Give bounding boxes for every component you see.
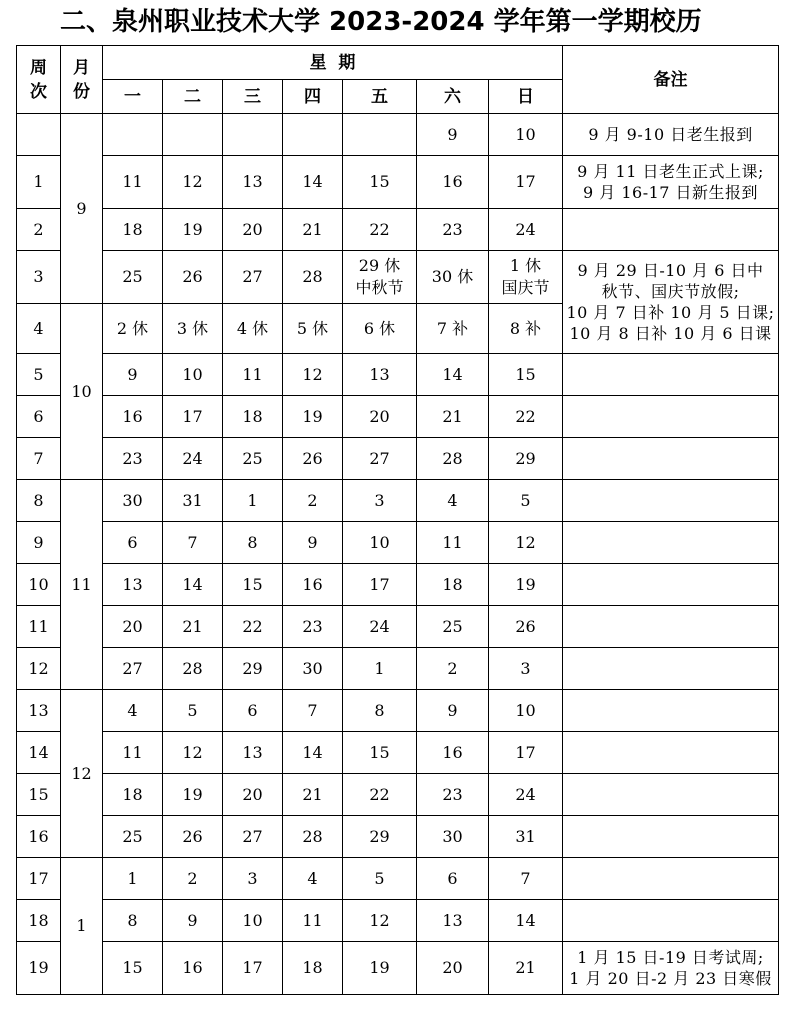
day-cell-line: 29 休 (358, 256, 401, 275)
remark-cell (563, 209, 779, 251)
table-row (17, 816, 779, 858)
day-cell: 19 (163, 774, 223, 816)
day-cell: 23 (283, 606, 343, 648)
day-cell: 7 (489, 858, 563, 900)
day-cell: 27 (223, 251, 283, 304)
day-cell: 29 (489, 438, 563, 480)
day-cell: 4 休 (223, 304, 283, 354)
day-cell: 28 (417, 438, 489, 480)
table-row (17, 251, 779, 304)
day-cell: 14 (417, 354, 489, 396)
week-number: 15 (17, 774, 61, 816)
remark-cell (563, 480, 779, 522)
day-cell: 26 (163, 816, 223, 858)
day-cell: 2 (417, 648, 489, 690)
day-cell: 11 (283, 900, 343, 942)
day-cell: 30 (417, 816, 489, 858)
table-row (17, 396, 779, 438)
remark-cell (563, 774, 779, 816)
day-cell: 28 (283, 816, 343, 858)
day-cell: 8 (343, 690, 417, 732)
table-row (17, 648, 779, 690)
day-cell: 28 (163, 648, 223, 690)
day-cell: 12 (489, 522, 563, 564)
day-cell-line: 中秋节 (355, 278, 404, 297)
day-cell: 25 (103, 251, 163, 304)
remark-cell (563, 564, 779, 606)
weekday-header: 日 (489, 80, 563, 114)
day-cell: 21 (283, 774, 343, 816)
day-cell: 24 (163, 438, 223, 480)
day-cell: 21 (417, 396, 489, 438)
day-cell: 6 休 (343, 304, 417, 354)
week-number: 18 (17, 900, 61, 942)
day-cell: 22 (343, 209, 417, 251)
day-cell: 8 补 (489, 304, 563, 354)
day-cell: 7 (283, 690, 343, 732)
day-cell: 15 (343, 156, 417, 209)
day-cell: 5 (163, 690, 223, 732)
day-cell: 25 (103, 816, 163, 858)
day-cell: 18 (417, 564, 489, 606)
day-cell: 19 (489, 564, 563, 606)
day-cell: 18 (103, 209, 163, 251)
day-cell (103, 114, 163, 156)
day-cell: 11 (417, 522, 489, 564)
day-cell: 16 (103, 396, 163, 438)
remark-cell (563, 942, 779, 995)
day-cell: 29 (223, 648, 283, 690)
day-cell: 17 (163, 396, 223, 438)
day-cell: 27 (223, 816, 283, 858)
day-cell: 3 休 (163, 304, 223, 354)
day-cell: 5 (343, 858, 417, 900)
day-cell: 29 (343, 816, 417, 858)
day-cell (343, 114, 417, 156)
day-cell: 26 (489, 606, 563, 648)
day-cell: 8 (223, 522, 283, 564)
day-cell: 10 (223, 900, 283, 942)
day-cell: 2 休 (103, 304, 163, 354)
day-cell: 25 (417, 606, 489, 648)
weekday-header: 四 (283, 80, 343, 114)
day-cell: 31 (163, 480, 223, 522)
day-cell: 1 (343, 648, 417, 690)
remark-line: 秋节、国庆节放假; (601, 282, 740, 301)
day-cell: 6 (223, 690, 283, 732)
day-cell: 20 (223, 774, 283, 816)
remark-cell (563, 251, 779, 354)
day-cell: 21 (283, 209, 343, 251)
weekday-header: 一 (103, 80, 163, 114)
day-cell: 10 (343, 522, 417, 564)
remark-cell (563, 438, 779, 480)
day-cell: 14 (283, 156, 343, 209)
day-cell: 26 (163, 251, 223, 304)
day-cell: 14 (163, 564, 223, 606)
table-row (17, 774, 779, 816)
week-number: 6 (17, 396, 61, 438)
remark-line: 10 月 8 日补 10 月 6 日课 (569, 324, 772, 343)
remark-line: 9 月 11 日老生正式上课; (577, 162, 764, 181)
day-cell: 9 (417, 114, 489, 156)
remark-cell (563, 648, 779, 690)
day-cell: 9 (283, 522, 343, 564)
weekday-header: 五 (343, 80, 417, 114)
week-number: 13 (17, 690, 61, 732)
week-number: 3 (17, 251, 61, 304)
remark-cell (563, 858, 779, 900)
day-cell: 24 (489, 209, 563, 251)
day-cell: 3 (343, 480, 417, 522)
day-cell: 5 (489, 480, 563, 522)
day-cell-line: 国庆节 (501, 278, 550, 297)
week-number: 17 (17, 858, 61, 900)
day-cell: 26 (283, 438, 343, 480)
day-cell: 18 (283, 942, 343, 995)
week-number: 2 (17, 209, 61, 251)
weekday-group-header: 星 期 (103, 46, 563, 80)
week-number: 19 (17, 942, 61, 995)
day-cell: 12 (163, 156, 223, 209)
day-cell: 10 (489, 114, 563, 156)
table-row (17, 209, 779, 251)
calendar-table (16, 45, 779, 995)
remark-cell (563, 114, 779, 156)
remark-line: 9 月 29 日-10 月 6 日中 (577, 261, 764, 280)
day-cell: 13 (103, 564, 163, 606)
day-cell: 22 (223, 606, 283, 648)
remark-cell (563, 816, 779, 858)
day-cell (343, 251, 417, 304)
day-cell: 3 (489, 648, 563, 690)
day-cell: 15 (343, 732, 417, 774)
day-cell: 16 (417, 732, 489, 774)
day-cell: 10 (163, 354, 223, 396)
day-cell: 9 (103, 354, 163, 396)
table-row (17, 564, 779, 606)
day-cell: 14 (283, 732, 343, 774)
day-cell: 21 (163, 606, 223, 648)
remark-cell (563, 354, 779, 396)
day-cell: 11 (103, 156, 163, 209)
day-cell: 4 (417, 480, 489, 522)
day-cell (223, 114, 283, 156)
month-cell: 1 (61, 858, 103, 995)
day-cell: 16 (417, 156, 489, 209)
week-number: 7 (17, 438, 61, 480)
day-cell: 25 (223, 438, 283, 480)
week-number: 5 (17, 354, 61, 396)
table-row (17, 732, 779, 774)
week-number: 1 (17, 156, 61, 209)
day-cell: 13 (223, 156, 283, 209)
remark-cell (563, 522, 779, 564)
day-cell (283, 114, 343, 156)
day-cell: 18 (223, 396, 283, 438)
day-cell: 16 (163, 942, 223, 995)
day-cell: 12 (343, 900, 417, 942)
day-cell: 11 (223, 354, 283, 396)
day-cell: 10 (489, 690, 563, 732)
day-cell: 20 (223, 209, 283, 251)
day-cell: 28 (283, 251, 343, 304)
remark-cell (563, 606, 779, 648)
day-cell: 4 (283, 858, 343, 900)
day-cell: 2 (283, 480, 343, 522)
month-cell: 9 (61, 114, 103, 304)
day-cell: 12 (283, 354, 343, 396)
day-cell: 13 (417, 900, 489, 942)
day-cell: 22 (489, 396, 563, 438)
remarks-header: 备注 (563, 46, 779, 114)
day-cell: 9 (163, 900, 223, 942)
day-cell: 6 (417, 858, 489, 900)
month-cell: 11 (61, 480, 103, 690)
page-title: 二、泉州职业技术大学 2023-2024 学年第一学期校历 (60, 7, 702, 37)
day-cell: 7 补 (417, 304, 489, 354)
day-cell: 4 (103, 690, 163, 732)
day-cell: 22 (343, 774, 417, 816)
table-row (17, 354, 779, 396)
day-cell: 15 (223, 564, 283, 606)
table-row (17, 156, 779, 209)
week-number: 9 (17, 522, 61, 564)
remark-cell (563, 690, 779, 732)
day-cell: 30 (283, 648, 343, 690)
remark-line: 1 月 20 日-2 月 23 日寒假 (569, 969, 772, 988)
week-number: 11 (17, 606, 61, 648)
remark-line: 9 月 9-10 日老生报到 (588, 125, 753, 144)
day-cell: 1 (223, 480, 283, 522)
day-cell: 31 (489, 816, 563, 858)
day-cell: 12 (163, 732, 223, 774)
day-cell: 23 (417, 774, 489, 816)
day-cell: 15 (103, 942, 163, 995)
week-number: 8 (17, 480, 61, 522)
weekday-header: 六 (417, 80, 489, 114)
remark-cell (563, 732, 779, 774)
day-cell: 8 (103, 900, 163, 942)
day-cell: 23 (103, 438, 163, 480)
day-cell: 27 (103, 648, 163, 690)
day-cell: 24 (343, 606, 417, 648)
week-number: 10 (17, 564, 61, 606)
day-cell (489, 251, 563, 304)
table-row (17, 858, 779, 900)
day-cell: 24 (489, 774, 563, 816)
day-cell: 9 (417, 690, 489, 732)
month-cell: 10 (61, 304, 103, 480)
day-cell: 15 (489, 354, 563, 396)
day-cell: 23 (417, 209, 489, 251)
day-cell: 21 (489, 942, 563, 995)
table-row (17, 606, 779, 648)
day-cell: 2 (163, 858, 223, 900)
day-cell: 6 (103, 522, 163, 564)
week-number: 14 (17, 732, 61, 774)
week-number: 16 (17, 816, 61, 858)
day-cell: 11 (103, 732, 163, 774)
day-cell: 19 (343, 942, 417, 995)
weekday-header: 二 (163, 80, 223, 114)
day-cell: 3 (223, 858, 283, 900)
remark-cell (563, 156, 779, 209)
remark-cell (563, 396, 779, 438)
day-cell: 17 (223, 942, 283, 995)
day-cell: 14 (489, 900, 563, 942)
day-cell: 17 (489, 156, 563, 209)
day-cell: 27 (343, 438, 417, 480)
table-row (17, 438, 779, 480)
week-number: 12 (17, 648, 61, 690)
day-cell: 5 休 (283, 304, 343, 354)
day-cell: 16 (283, 564, 343, 606)
day-cell (163, 114, 223, 156)
day-cell: 13 (223, 732, 283, 774)
table-row (17, 942, 779, 995)
day-cell: 17 (489, 732, 563, 774)
day-cell: 30 休 (417, 251, 489, 304)
day-cell: 19 (283, 396, 343, 438)
calendar-body (17, 114, 779, 995)
day-cell: 13 (343, 354, 417, 396)
week-header: 周 次 (17, 46, 61, 114)
month-cell: 12 (61, 690, 103, 858)
day-cell: 20 (343, 396, 417, 438)
day-cell: 19 (163, 209, 223, 251)
day-cell: 20 (417, 942, 489, 995)
weekday-header: 三 (223, 80, 283, 114)
day-cell: 30 (103, 480, 163, 522)
table-row (17, 522, 779, 564)
week-number: 4 (17, 304, 61, 354)
remark-line: 9 月 16-17 日新生报到 (582, 183, 759, 202)
month-header: 月 份 (61, 46, 103, 114)
day-cell: 1 (103, 858, 163, 900)
day-cell-line: 1 休 (509, 256, 542, 275)
day-cell: 20 (103, 606, 163, 648)
table-row (17, 900, 779, 942)
table-row (17, 114, 779, 156)
day-cell: 7 (163, 522, 223, 564)
remark-cell (563, 900, 779, 942)
remark-line: 10 月 7 日补 10 月 5 日课; (566, 303, 775, 322)
table-row (17, 480, 779, 522)
week-number (17, 114, 61, 156)
remark-line: 1 月 15 日-19 日考试周; (577, 948, 764, 967)
day-cell: 18 (103, 774, 163, 816)
table-row (17, 690, 779, 732)
day-cell: 17 (343, 564, 417, 606)
